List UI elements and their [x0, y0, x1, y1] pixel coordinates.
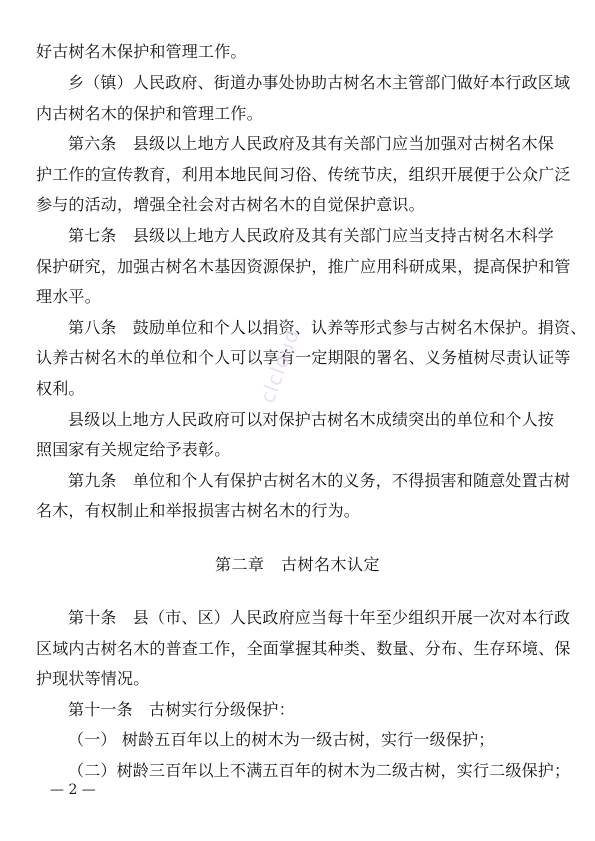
- text-line: 区域内古树名木的普查工作，全面掌握其种类、数量、分布、生存环境、保: [36, 639, 571, 658]
- text-line: 内古树名木的保护和管理工作。: [36, 104, 263, 123]
- article-6: 第六条 县级以上地方人民政府及其有关部门应当加强对古树名木保: [68, 134, 555, 153]
- text-line: 乡（镇）人民政府、街道办事处协助古树名木主管部门做好本行政区域: [68, 73, 571, 92]
- text-line: 护现状等情况。: [36, 669, 150, 688]
- chapter-heading: 第二章 古树名木认定: [214, 555, 380, 574]
- text-line: 权利。: [36, 379, 85, 398]
- article-10: 第十条 县（市、区）人民政府应当每十年至少组织开展一次对本行政: [68, 608, 571, 627]
- article-8: 第八条 鼓励单位和个人以捐资、认养等形式参与古树名木保护。捐资、: [68, 318, 587, 337]
- text-line: 县级以上地方人民政府可以对保护古树名木成绩突出的单位和个人按: [68, 410, 555, 429]
- text-line: 保护研究，加强古树名木基因资源保护，推广应用科研成果，提高保护和管: [36, 257, 571, 276]
- text-line: 名木，有权制止和举报损害古树名木的行为。: [36, 501, 361, 520]
- text-line: 认养古树名木的单位和个人可以享有一定期限的署名、义务植树尽责认证等: [36, 348, 571, 367]
- watermark: clcloud: [255, 324, 305, 407]
- text-line: 参与的活动，增强全社会对古树名木的自觉保护意识。: [36, 195, 425, 214]
- article-11: 第十一条 古树实行分级保护：: [68, 700, 295, 719]
- page-number: — 2 —: [50, 782, 96, 798]
- list-item: （二）树龄三百年以上不满五百年的树木为二级古树，实行二级保护；: [68, 761, 571, 780]
- text-line: 护工作的宣传教育，利用本地民间习俗、传统节庆，组织开展便于公众广泛: [36, 165, 571, 184]
- text-line: 好古树名木保护和管理工作。: [36, 42, 247, 61]
- text-line: 照国家有关规定给予表彰。: [36, 440, 231, 459]
- article-9: 第九条 单位和个人有保护古树名木的义务，不得损害和随意处置古树: [68, 471, 571, 490]
- text-line: 理水平。: [36, 287, 101, 306]
- list-item: （一） 树龄五百年以上的树木为一级古树，实行一级保护；: [68, 730, 495, 749]
- article-7: 第七条 县级以上地方人民政府及其有关部门应当支持古树名木科学: [68, 226, 555, 245]
